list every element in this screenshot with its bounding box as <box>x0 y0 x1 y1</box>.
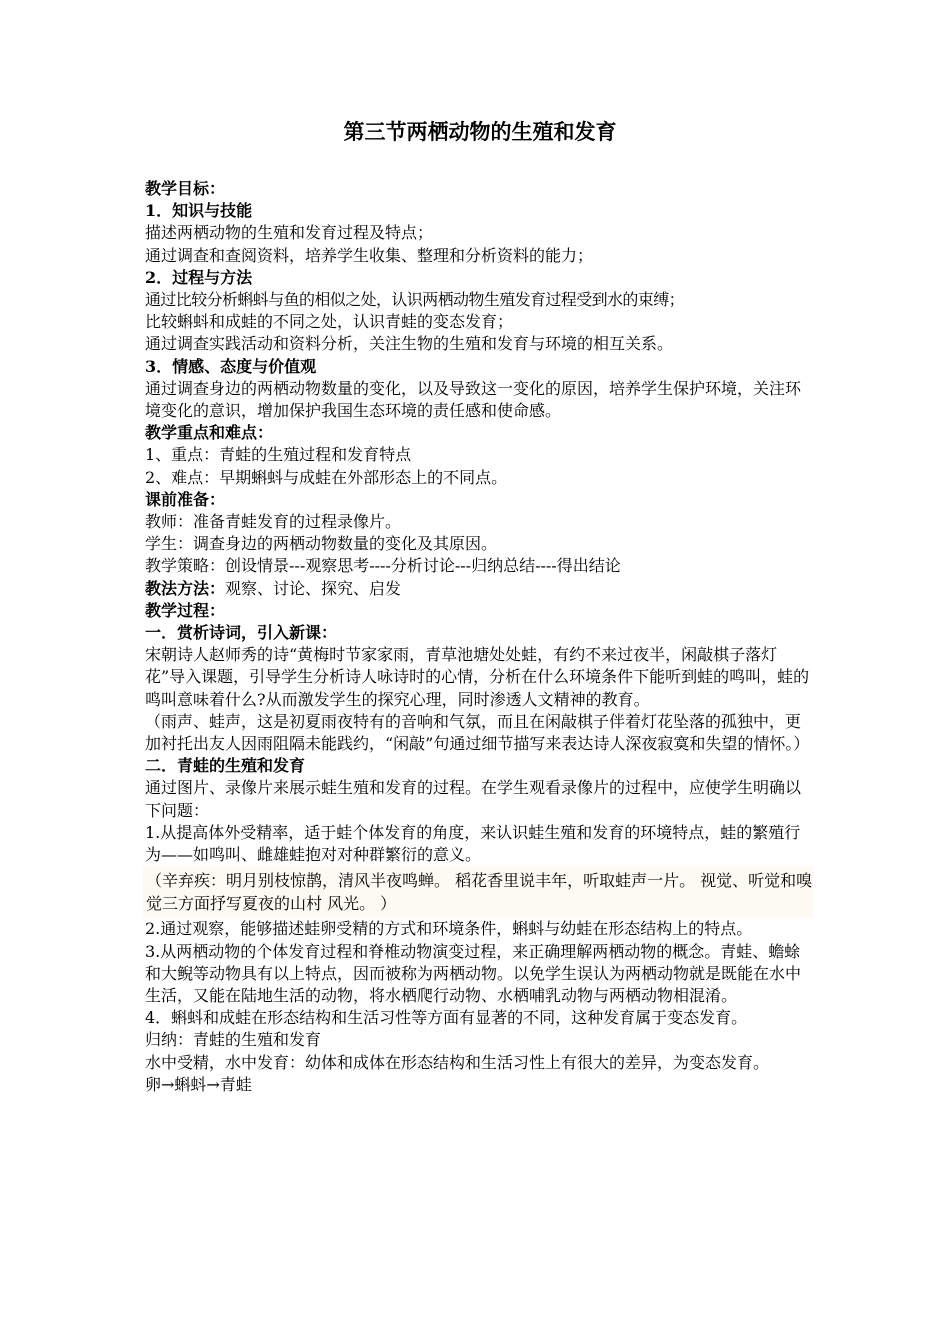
paragraph: 通过调查实践活动和资料分析，关注生物的生殖和发育与环境的相互关系。 <box>145 334 674 354</box>
heading-key-points: 教学重点和难点： <box>145 423 274 443</box>
paragraph: 1.从提高体外受精率，适于蛙个体发育的角度，来认识蛙生殖和发育的环境特点，蛙的繁殖行为——如鸣叫、雌雄蛙抱对对种群繁衍的意义。 <box>145 822 801 865</box>
subheading-section-one: 一．赏析诗词，引入新课： <box>145 623 338 643</box>
quote-block: （辛弃疾：明月别枝惊鹊，清风半夜鸣蝉。 稻花香里说丰年，听取蛙声一片。 视觉、听觉和嗅觉三方面抒写夏夜的山村 风光。 ） <box>143 866 813 918</box>
subheading-process-methods: 2．过程与方法 <box>145 267 253 287</box>
label: 教法方法： <box>145 578 226 598</box>
paragraph: 2、难点：早期蝌蚪与成蛙在外部形态上的不同点。 <box>145 467 508 487</box>
heading-teaching-process: 教学过程： <box>145 600 226 620</box>
paragraph: 卵→蝌蚪→青蛙 <box>145 1074 252 1094</box>
value: 观察、讨论、探究、启发 <box>225 578 402 598</box>
paragraph: 通过图片、录像片来展示蛙生殖和发育的过程。在学生观看录像片的过程中，应使学生明确以下问题： <box>145 778 802 820</box>
heading-preparation: 课前准备： <box>145 489 226 509</box>
document-page <box>145 112 813 1096</box>
paragraph: 归纳：青蛙的生殖和发育 <box>145 1030 322 1050</box>
paragraph: 3.从两栖动物的个体发育过程和脊椎动物演变过程，来正确理解两栖动物的概念。青蛙、蟾蜍和大鲵等动物具有以上特点，因而被称为两栖动物。以免学生误认为两栖动物就是既能在水中生活，又能在陆地生活的动物，将水栖爬行动物、水栖哺乳动物与两栖动物相混淆。 <box>145 941 802 1005</box>
paragraph: 学生：调查身边的两栖动物数量的变化及其原因。 <box>145 534 498 554</box>
subheading-knowledge-skills: 1．知识与技能 <box>145 201 253 221</box>
paragraph: 水中受精，水中发育：幼体和成体在形态结构和生活习性上有很大的差异，为变态发育。 <box>145 1052 770 1072</box>
subheading-emotion-values: 3．情感、态度与价值观 <box>145 356 317 376</box>
paragraph: 教学策略：创设情景---观察思考----分析讨论---归纳总结----得出结论 <box>145 556 621 576</box>
paragraph: 比较蝌蚪和成蛙的不同之处，认识青蛙的变态发育； <box>145 312 514 332</box>
teaching-methods-line <box>145 578 813 600</box>
heading-teaching-goals: 教学目标： <box>145 179 226 198</box>
paragraph: 通过调查和查阅资料，培养学生收集、整理和分析资料的能力； <box>145 245 594 265</box>
paragraph: 2.通过观察，能够描述蛙卵受精的方式和环境条件，蝌蚪与幼蛙在形态结构上的特点。 <box>145 919 753 939</box>
paragraph: 4．蝌蚪和成蛙在形态结构和生活习性等方面有显著的不同，这种发育属于变态发育。 <box>145 1008 748 1028</box>
paragraph: 1、重点：青蛙的生殖过程和发育特点 <box>145 445 412 465</box>
paragraph: 教师：准备青蛙发育的过程录像片。 <box>145 512 402 532</box>
paragraph: 通过调查身边的两栖动物数量的变化，以及导致这一变化的原因，培养学生保护环境，关注环境变化的意识，增加保护我国生态环境的责任感和使命感。 <box>145 378 802 421</box>
paragraph: 宋朝诗人赵师秀的诗“黄梅时节家家雨，青草池塘处处蛙，有约不来过夜半，闲敲棋子落灯花”导入课题，引导学生分析诗人咏诗时的心情，分析在什么环境条件下能听到蛙的鸣叫，蛙的鸣叫意味着什么?从而激发学生的探究心理，同时渗透人文精神的教育。 <box>145 645 810 709</box>
subheading-section-two: 二．青蛙的生殖和发育 <box>145 756 306 776</box>
paragraph: 通过比较分析蝌蚪与鱼的相似之处，认识两栖动物生殖发育过程受到水的束缚； <box>145 290 685 310</box>
paragraph: 描述两栖动物的生殖和发育过程及特点； <box>145 223 434 243</box>
document-title: 第三节两栖动物的生殖和发育 <box>343 119 617 144</box>
paragraph: （雨声、蛙声，这是初夏雨夜特有的音响和气氛，而且在闲敲棋子伴着灯花坠落的孤独中，更加衬托出友人因雨阻隔未能践约，“闲敲”句通过细节描写来表达诗人深夜寂寞和失望的情怀。） <box>145 711 810 754</box>
